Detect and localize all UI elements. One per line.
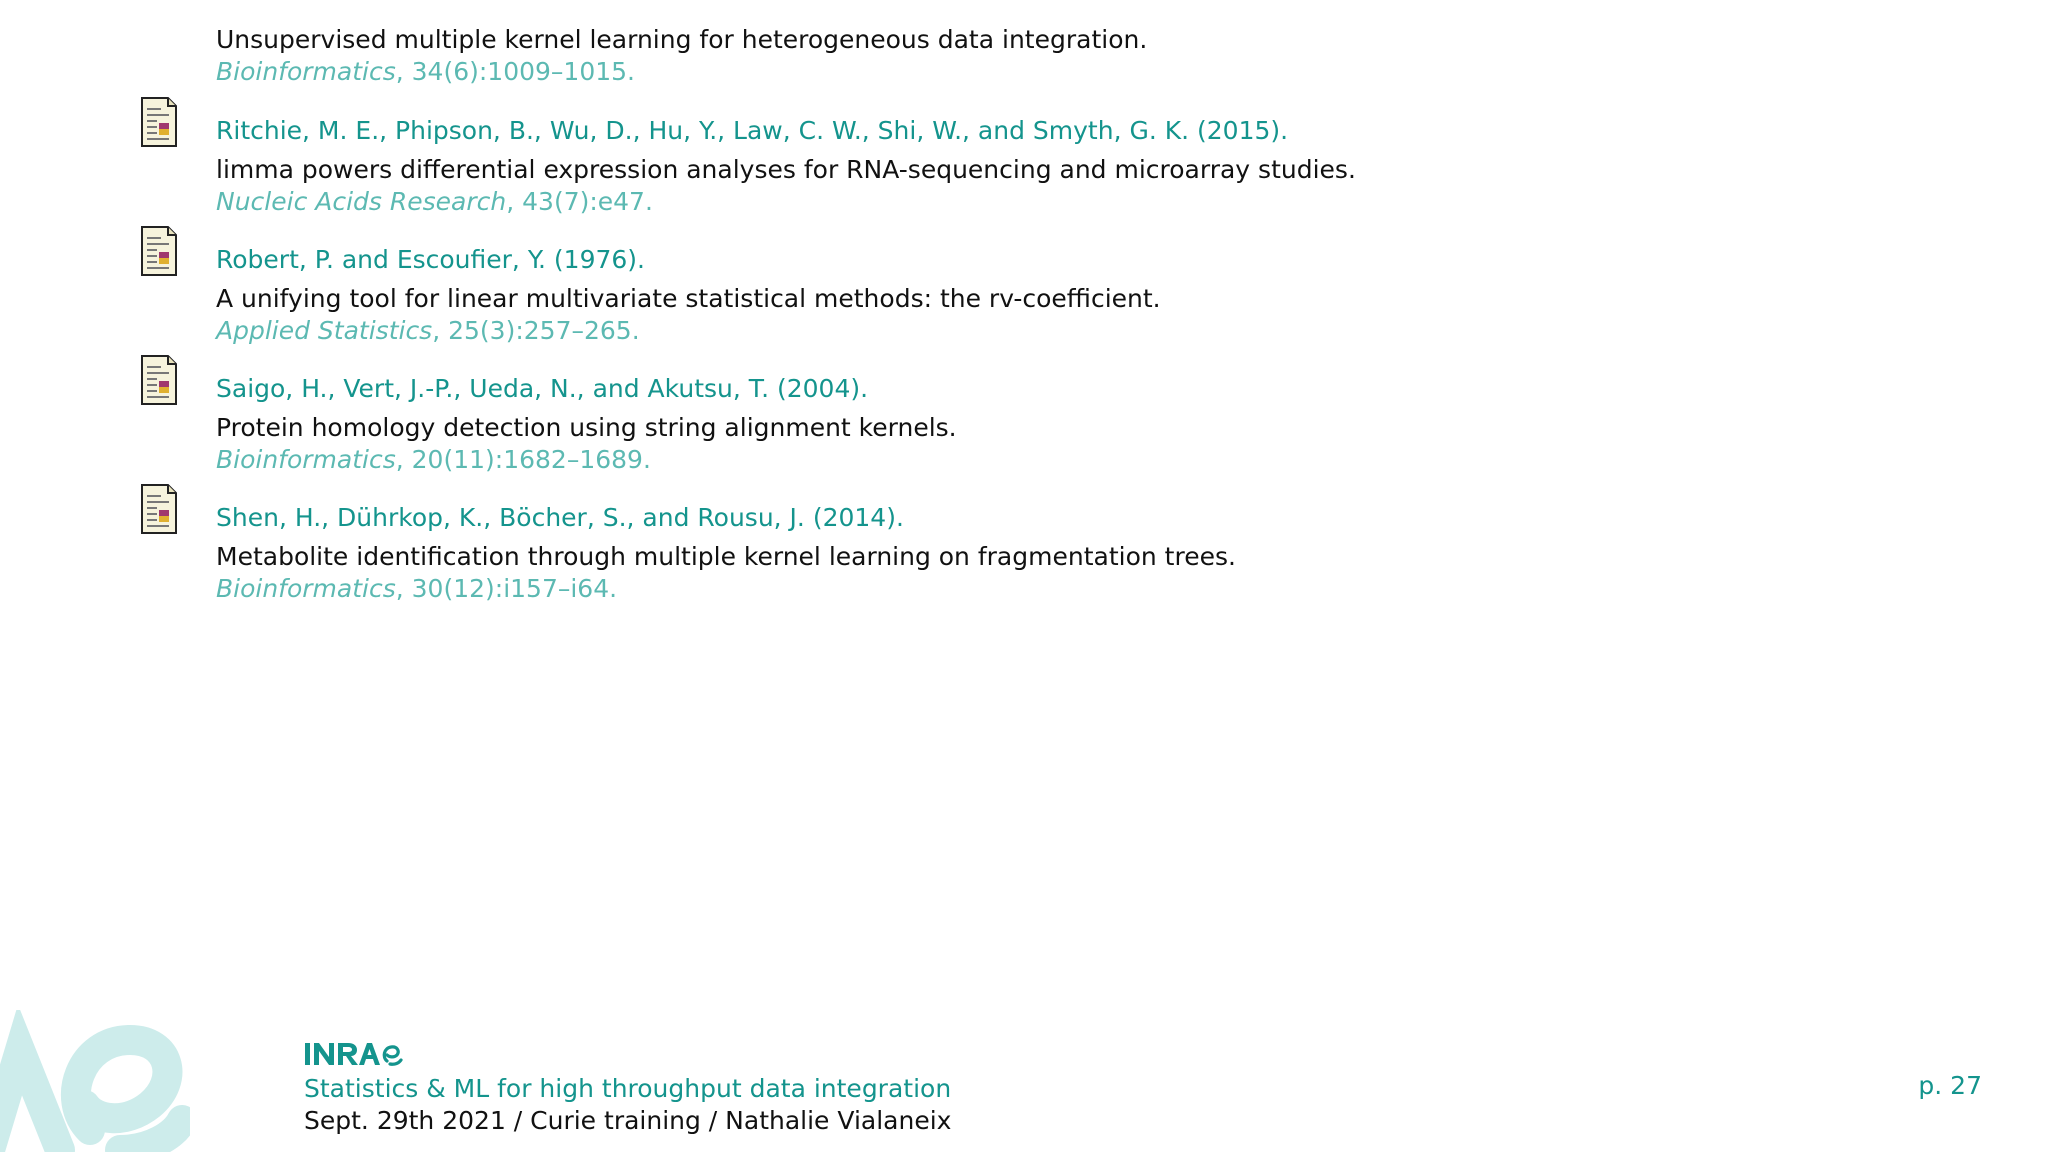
journal-details: , 25(3):257–265. [432, 316, 640, 345]
journal-details: , 34(6):1009–1015. [395, 57, 635, 86]
reference-title: A unifying tool for linear multivariate statistical methods: the rv-coefficient. [216, 284, 1161, 313]
reference-journal [216, 56, 635, 88]
reference-journal [216, 573, 617, 605]
journal-details: , 43(7):e47. [506, 187, 653, 216]
journal-name: Bioinformatics [216, 445, 396, 474]
reference-authors[interactable]: Robert, P. and Escoufier, Y. (1976). [216, 245, 646, 274]
inrae-logo-icon[interactable] [304, 1040, 404, 1068]
article-icon[interactable] [140, 96, 178, 148]
reference-authors[interactable]: Ritchie, M. E., Phipson, B., Wu, D., Hu, Y., Law, C. W., Shi, W., and Smyth, G. K. (2015). [216, 116, 1289, 145]
article-icon[interactable] [140, 354, 178, 406]
reference-title: Protein homology detection using string alignment kernels. [216, 413, 957, 442]
article-icon[interactable] [140, 483, 178, 535]
journal-details: , 30(12):i157–i64. [395, 574, 618, 603]
footer-presentation-title: Statistics & ML for high throughput data integration [304, 1074, 952, 1103]
journal-details: , 20(11):1682–1689. [395, 445, 651, 474]
journal-name: Bioinformatics [216, 574, 396, 603]
journal-name: Applied Statistics [216, 316, 433, 345]
inrae-watermark-icon [0, 1010, 190, 1152]
reference-title: Unsupervised multiple kernel learning for heterogeneous data integration. [216, 25, 1148, 54]
reference-journal [216, 315, 640, 347]
journal-name: Nucleic Acids Research [216, 187, 507, 216]
journal-name: Bioinformatics [216, 57, 396, 86]
reference-title: limma powers differential expression analyses for RNA-sequencing and microarray studies. [216, 155, 1356, 184]
reference-title: Metabolite identification through multiple kernel learning on fragmentation trees. [216, 542, 1236, 571]
reference-authors[interactable]: Shen, H., Dührkop, K., Böcher, S., and Rousu, J. (2014). [216, 503, 904, 532]
page-number: p. 27 [1918, 1071, 1982, 1100]
reference-authors[interactable]: Saigo, H., Vert, J.-P., Ueda, N., and Akutsu, T. (2004). [216, 374, 869, 403]
reference-journal [216, 186, 653, 218]
footer-meta: Sept. 29th 2021 / Curie training / Nathalie Vialaneix [304, 1106, 952, 1135]
article-icon[interactable] [140, 225, 178, 277]
reference-journal [216, 444, 651, 476]
